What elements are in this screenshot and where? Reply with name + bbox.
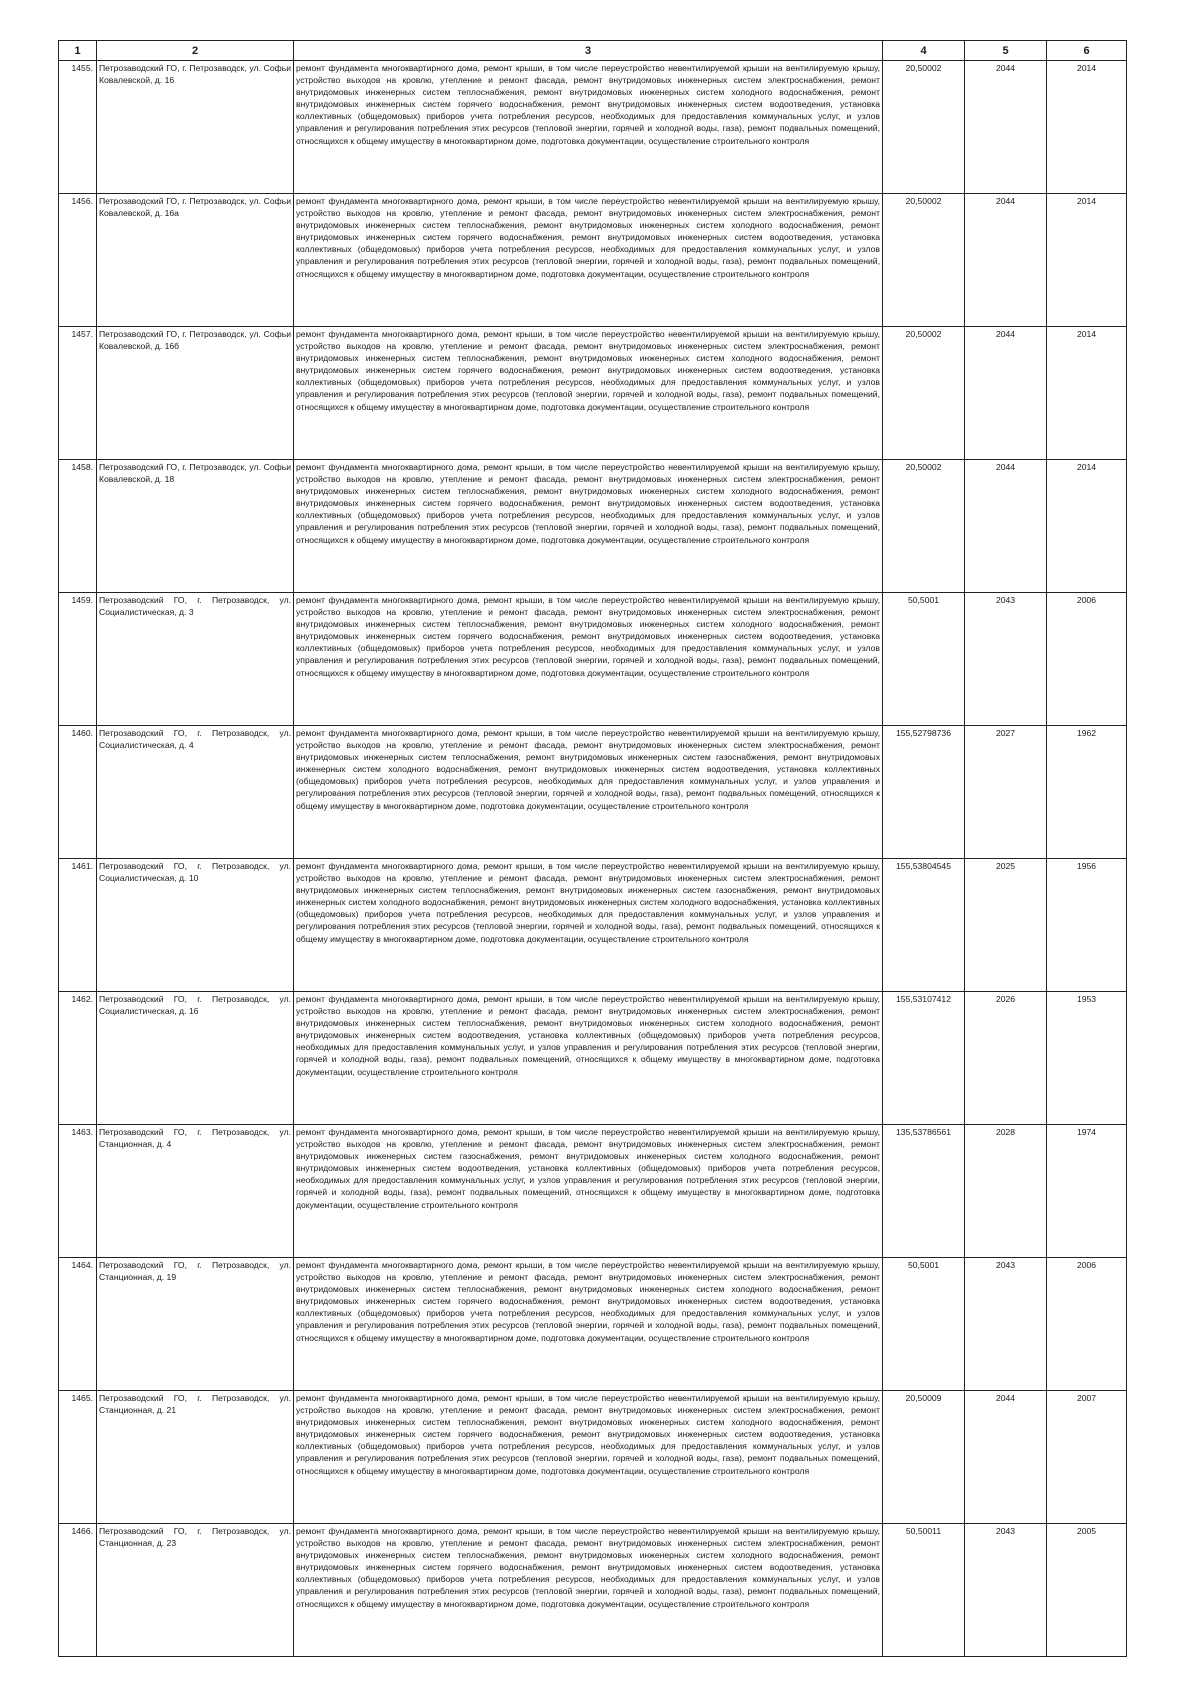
cost-value: 20,50002 — [883, 327, 965, 460]
cost-value: 50,5001 — [883, 593, 965, 726]
last-repair-year: 2014 — [1047, 61, 1127, 194]
works-list-cell: ремонт фундамента многоквартирного дома, ремонт крыши, в том числе переустройство невентилируемой крыши на вентилируемую крышу, устройство выходов на кровлю, утепление и ремонт фасада, ремонт внутридомовых инженерных систем электроснабжения, ремонт внутридомовых инженерных систем теплоснабжения, ремонт внутридомовых инженерных систем холодного водоснабжения, ремонт внутридомовых инженерных систем горячего водоснабжения, ремонт внутридомовых инженерных систем водоотведения, установка коллективных (общедомовых) приборов учета потребления ресурсов, необходимых для предоставления коммунальных услуг, и узлов управления и регулирования потребления этих ресурсов (тепловой энергии, горячей и холодной воды, газа), ремонт подвальных помещений, относящихся к общему имуществу в многоквартирном доме, подготовка документации, осуществление строительного контроля — [294, 1524, 883, 1657]
header-row — [59, 41, 1127, 61]
last-repair-year: 2007 — [1047, 1391, 1127, 1524]
planned-year: 2044 — [965, 327, 1047, 460]
column-header-5: 5 — [965, 41, 1047, 61]
cost-value: 20,50009 — [883, 1391, 965, 1524]
table-row — [59, 1125, 1127, 1258]
planned-year: 2044 — [965, 1391, 1047, 1524]
table-row — [59, 859, 1127, 992]
row-number: 1463. — [59, 1125, 97, 1258]
last-repair-year: 2014 — [1047, 327, 1127, 460]
table-row — [59, 1524, 1127, 1657]
address-cell: Петрозаводский ГО, г. Петрозаводск, ул. Станционная, д. 23 — [97, 1524, 294, 1657]
cost-value: 50,5001 — [883, 1258, 965, 1391]
last-repair-year: 2006 — [1047, 1258, 1127, 1391]
row-number: 1461. — [59, 859, 97, 992]
planned-year: 2025 — [965, 859, 1047, 992]
table-row — [59, 1391, 1127, 1524]
table-row — [59, 1258, 1127, 1391]
planned-year: 2044 — [965, 61, 1047, 194]
works-list-cell: ремонт фундамента многоквартирного дома, ремонт крыши, в том числе переустройство невентилируемой крыши на вентилируемую крышу, устройство выходов на кровлю, утепление и ремонт фасада, ремонт внутридомовых инженерных систем электроснабжения, ремонт внутридомовых инженерных систем теплоснабжения, ремонт внутридомовых инженерных систем холодного водоснабжения, ремонт внутридомовых инженерных систем горячего водоснабжения, ремонт внутридомовых инженерных систем водоотведения, установка коллективных (общедомовых) приборов учета потребления ресурсов, необходимых для предоставления коммунальных услуг, и узлов управления и регулирования потребления этих ресурсов (тепловой энергии, горячей и холодной воды, газа), ремонт подвальных помещений, относящихся к общему имуществу в многоквартирном доме, подготовка документации, осуществление строительного контроля — [294, 61, 883, 194]
column-header-3: 3 — [294, 41, 883, 61]
works-list-cell: ремонт фундамента многоквартирного дома, ремонт крыши, в том числе переустройство невентилируемой крыши на вентилируемую крышу, устройство выходов на кровлю, утепление и ремонт фасада, ремонт внутридомовых инженерных систем электроснабжения, ремонт внутридомовых инженерных систем теплоснабжения, ремонт внутридомовых инженерных систем холодного водоснабжения, ремонт внутридомовых инженерных систем горячего водоснабжения, ремонт внутридомовых инженерных систем водоотведения, установка коллективных (общедомовых) приборов учета потребления ресурсов, необходимых для предоставления коммунальных услуг, и узлов управления и регулирования потребления этих ресурсов (тепловой энергии, горячей и холодной воды, газа), ремонт подвальных помещений, относящихся к общему имуществу в многоквартирном доме, подготовка документации, осуществление строительного контроля — [294, 1258, 883, 1391]
last-repair-year: 1974 — [1047, 1125, 1127, 1258]
planned-year: 2044 — [965, 194, 1047, 327]
planned-year: 2026 — [965, 992, 1047, 1125]
row-number: 1457. — [59, 327, 97, 460]
works-list-cell: ремонт фундамента многоквартирного дома, ремонт крыши, в том числе переустройство невентилируемой крыши на вентилируемую крышу, устройство выходов на кровлю, утепление и ремонт фасада, ремонт внутридомовых инженерных систем электроснабжения, ремонт внутридомовых инженерных систем газоснабжения, ремонт внутридомовых инженерных систем холодного водоснабжения, ремонт внутридомовых инженерных систем водоотведения, установка коллективных (общедомовых) приборов учета потребления ресурсов, необходимых для предоставления коммунальных услуг, и узлов управления и регулирования потребления этих ресурсов (тепловой энергии, горячей и холодной воды, газа), ремонт подвальных помещений, относящихся к общему имуществу в многоквартирном доме, подготовка документации, осуществление строительного контроля — [294, 1125, 883, 1258]
last-repair-year: 1962 — [1047, 726, 1127, 859]
address-cell: Петрозаводский ГО, г. Петрозаводск, ул. Социалистическая, д. 16 — [97, 992, 294, 1125]
address-cell: Петрозаводский ГО, г. Петрозаводск, ул. Софьи Ковалевской, д. 16а — [97, 194, 294, 327]
row-number: 1465. — [59, 1391, 97, 1524]
address-cell: Петрозаводский ГО, г. Петрозаводск, ул. Софьи Ковалевской, д. 16 — [97, 61, 294, 194]
address-cell: Петрозаводский ГО, г. Петрозаводск, ул. Станционная, д. 19 — [97, 1258, 294, 1391]
cost-value: 155,53804545 — [883, 859, 965, 992]
last-repair-year: 2014 — [1047, 460, 1127, 593]
last-repair-year: 2005 — [1047, 1524, 1127, 1657]
row-number: 1464. — [59, 1258, 97, 1391]
table-row — [59, 194, 1127, 327]
planned-year: 2028 — [965, 1125, 1047, 1258]
planned-year: 2043 — [965, 1524, 1047, 1657]
column-header-4: 4 — [883, 41, 965, 61]
address-cell: Петрозаводский ГО, г. Петрозаводск, ул. Социалистическая, д. 10 — [97, 859, 294, 992]
cost-value: 135,53786561 — [883, 1125, 965, 1258]
last-repair-year: 2014 — [1047, 194, 1127, 327]
cost-value: 20,50002 — [883, 194, 965, 327]
works-list-cell: ремонт фундамента многоквартирного дома, ремонт крыши, в том числе переустройство невентилируемой крыши на вентилируемую крышу, устройство выходов на кровлю, утепление и ремонт фасада, ремонт внутридомовых инженерных систем электроснабжения, ремонт внутридомовых инженерных систем теплоснабжения, ремонт внутридомовых инженерных систем холодного водоснабжения, ремонт внутридомовых инженерных систем горячего водоснабжения, ремонт внутридомовых инженерных систем водоотведения, установка коллективных (общедомовых) приборов учета потребления ресурсов, необходимых для предоставления коммунальных услуг, и узлов управления и регулирования потребления этих ресурсов (тепловой энергии, горячей и холодной воды, газа), ремонт подвальных помещений, относящихся к общему имуществу в многоквартирном доме, подготовка документации, осуществление строительного контроля — [294, 194, 883, 327]
capital-repair-table — [58, 40, 1127, 1657]
address-cell: Петрозаводский ГО, г. Петрозаводск, ул. Станционная, д. 21 — [97, 1391, 294, 1524]
cost-value: 20,50002 — [883, 460, 965, 593]
cost-value: 20,50002 — [883, 61, 965, 194]
row-number: 1462. — [59, 992, 97, 1125]
planned-year: 2044 — [965, 460, 1047, 593]
row-number: 1458. — [59, 460, 97, 593]
row-number: 1466. — [59, 1524, 97, 1657]
table-row — [59, 61, 1127, 194]
table-row — [59, 992, 1127, 1125]
table-row — [59, 327, 1127, 460]
works-list-cell: ремонт фундамента многоквартирного дома, ремонт крыши, в том числе переустройство невентилируемой крыши на вентилируемую крышу, устройство выходов на кровлю, утепление и ремонт фасада, ремонт внутридомовых инженерных систем электроснабжения, ремонт внутридомовых инженерных систем теплоснабжения, ремонт внутридомовых инженерных систем газоснабжения, ремонт внутридомовых инженерных систем холодного водоснабжения, ремонт внутридомовых инженерных систем водоотведения, установка коллективных (общедомовых) приборов учета потребления ресурсов, необходимых для предоставления коммунальных услуг, и узлов управления и регулирования потребления этих ресурсов (тепловой энергии, горячей и холодной воды, газа), ремонт подвальных помещений, относящихся к общему имуществу в многоквартирном доме, подготовка документации, осуществление строительного контроля — [294, 726, 883, 859]
address-cell: Петрозаводский ГО, г. Петрозаводск, ул. Станционная, д. 4 — [97, 1125, 294, 1258]
row-number: 1460. — [59, 726, 97, 859]
works-list-cell: ремонт фундамента многоквартирного дома, ремонт крыши, в том числе переустройство невентилируемой крыши на вентилируемую крышу, устройство выходов на кровлю, утепление и ремонт фасада, ремонт внутридомовых инженерных систем электроснабжения, ремонт внутридомовых инженерных систем теплоснабжения, ремонт внутридомовых инженерных систем холодного водоснабжения, ремонт внутридомовых инженерных систем горячего водоснабжения, ремонт внутридомовых инженерных систем водоотведения, установка коллективных (общедомовых) приборов учета потребления ресурсов, необходимых для предоставления коммунальных услуг, и узлов управления и регулирования потребления этих ресурсов (тепловой энергии, горячей и холодной воды, газа), ремонт подвальных помещений, относящихся к общему имуществу в многоквартирном доме, подготовка документации, осуществление строительного контроля — [294, 327, 883, 460]
cost-value: 155,53107412 — [883, 992, 965, 1125]
table-row — [59, 726, 1127, 859]
planned-year: 2043 — [965, 593, 1047, 726]
column-header-2: 2 — [97, 41, 294, 61]
cost-value: 155,52798736 — [883, 726, 965, 859]
table-row — [59, 460, 1127, 593]
row-number: 1455. — [59, 61, 97, 194]
planned-year: 2027 — [965, 726, 1047, 859]
works-list-cell: ремонт фундамента многоквартирного дома, ремонт крыши, в том числе переустройство невентилируемой крыши на вентилируемую крышу, устройство выходов на кровлю, утепление и ремонт фасада, ремонт внутридомовых инженерных систем электроснабжения, ремонт внутридомовых инженерных систем теплоснабжения, ремонт внутридомовых инженерных систем холодного водоснабжения, ремонт внутридомовых инженерных систем горячего водоснабжения, ремонт внутридомовых инженерных систем водоотведения, установка коллективных (общедомовых) приборов учета потребления ресурсов, необходимых для предоставления коммунальных услуг, и узлов управления и регулирования потребления этих ресурсов (тепловой энергии, горячей и холодной воды, газа), ремонт подвальных помещений, относящихся к общему имуществу в многоквартирном доме, подготовка документации, осуществление строительного контроля — [294, 1391, 883, 1524]
column-header-1: 1 — [59, 41, 97, 61]
row-number: 1459. — [59, 593, 97, 726]
address-cell: Петрозаводский ГО, г. Петрозаводск, ул. Софьи Ковалевской, д. 18 — [97, 460, 294, 593]
table-row — [59, 593, 1127, 726]
works-list-cell: ремонт фундамента многоквартирного дома, ремонт крыши, в том числе переустройство невентилируемой крыши на вентилируемую крышу, устройство выходов на кровлю, утепление и ремонт фасада, ремонт внутридомовых инженерных систем электроснабжения, ремонт внутридомовых инженерных систем теплоснабжения, ремонт внутридомовых инженерных систем холодного водоснабжения, ремонт внутридомовых инженерных систем горячего водоснабжения, ремонт внутридомовых инженерных систем водоотведения, установка коллективных (общедомовых) приборов учета потребления ресурсов, необходимых для предоставления коммунальных услуг, и узлов управления и регулирования потребления этих ресурсов (тепловой энергии, горячей и холодной воды, газа), ремонт подвальных помещений, относящихся к общему имуществу в многоквартирном доме, подготовка документации, осуществление строительного контроля — [294, 460, 883, 593]
last-repair-year: 2006 — [1047, 593, 1127, 726]
address-cell: Петрозаводский ГО, г. Петрозаводск, ул. Социалистическая, д. 3 — [97, 593, 294, 726]
last-repair-year: 1953 — [1047, 992, 1127, 1125]
cost-value: 50,50011 — [883, 1524, 965, 1657]
works-list-cell: ремонт фундамента многоквартирного дома, ремонт крыши, в том числе переустройство невентилируемой крыши на вентилируемую крышу, устройство выходов на кровлю, утепление и ремонт фасада, ремонт внутридомовых инженерных систем электроснабжения, ремонт внутридомовых инженерных систем теплоснабжения, ремонт внутридомовых инженерных систем холодного водоснабжения, ремонт внутридомовых инженерных систем водоотведения, установка коллективных (общедомовых) приборов учета потребления ресурсов, необходимых для предоставления коммунальных услуг, и узлов управления и регулирования потребления этих ресурсов (тепловой энергии, горячей и холодной воды, газа), ремонт подвальных помещений, относящихся к общему имуществу в многоквартирном доме, подготовка документации, осуществление строительного контроля — [294, 992, 883, 1125]
works-list-cell: ремонт фундамента многоквартирного дома, ремонт крыши, в том числе переустройство невентилируемой крыши на вентилируемую крышу, устройство выходов на кровлю, утепление и ремонт фасада, ремонт внутридомовых инженерных систем электроснабжения, ремонт внутридомовых инженерных систем теплоснабжения, ремонт внутридомовых инженерных систем газоснабжения, ремонт внутридомовых инженерных систем холодного водоснабжения, ремонт внутридомовых инженерных систем холодного водоснабжения, установка коллективных (общедомовых) приборов учета потребления ресурсов, необходимых для предоставления коммунальных услуг, и узлов управления и регулирования потребления этих ресурсов (тепловой энергии, горячей и холодной воды, газа), ремонт подвальных помещений, относящихся к общему имуществу в многоквартирном доме, подготовка документации, осуществление строительного контроля — [294, 859, 883, 992]
last-repair-year: 1956 — [1047, 859, 1127, 992]
address-cell: Петрозаводский ГО, г. Петрозаводск, ул. Софьи Ковалевской, д. 16б — [97, 327, 294, 460]
column-header-6: 6 — [1047, 41, 1127, 61]
works-list-cell: ремонт фундамента многоквартирного дома, ремонт крыши, в том числе переустройство невентилируемой крыши на вентилируемую крышу, устройство выходов на кровлю, утепление и ремонт фасада, ремонт внутридомовых инженерных систем электроснабжения, ремонт внутридомовых инженерных систем теплоснабжения, ремонт внутридомовых инженерных систем холодного водоснабжения, ремонт внутридомовых инженерных систем горячего водоснабжения, ремонт внутридомовых инженерных систем водоотведения, установка коллективных (общедомовых) приборов учета потребления ресурсов, необходимых для предоставления коммунальных услуг, и узлов управления и регулирования потребления этих ресурсов (тепловой энергии, горячей и холодной воды, газа), ремонт подвальных помещений, относящихся к общему имуществу в многоквартирном доме, подготовка документации, осуществление строительного контроля — [294, 593, 883, 726]
planned-year: 2043 — [965, 1258, 1047, 1391]
row-number: 1456. — [59, 194, 97, 327]
address-cell: Петрозаводский ГО, г. Петрозаводск, ул. Социалистическая, д. 4 — [97, 726, 294, 859]
